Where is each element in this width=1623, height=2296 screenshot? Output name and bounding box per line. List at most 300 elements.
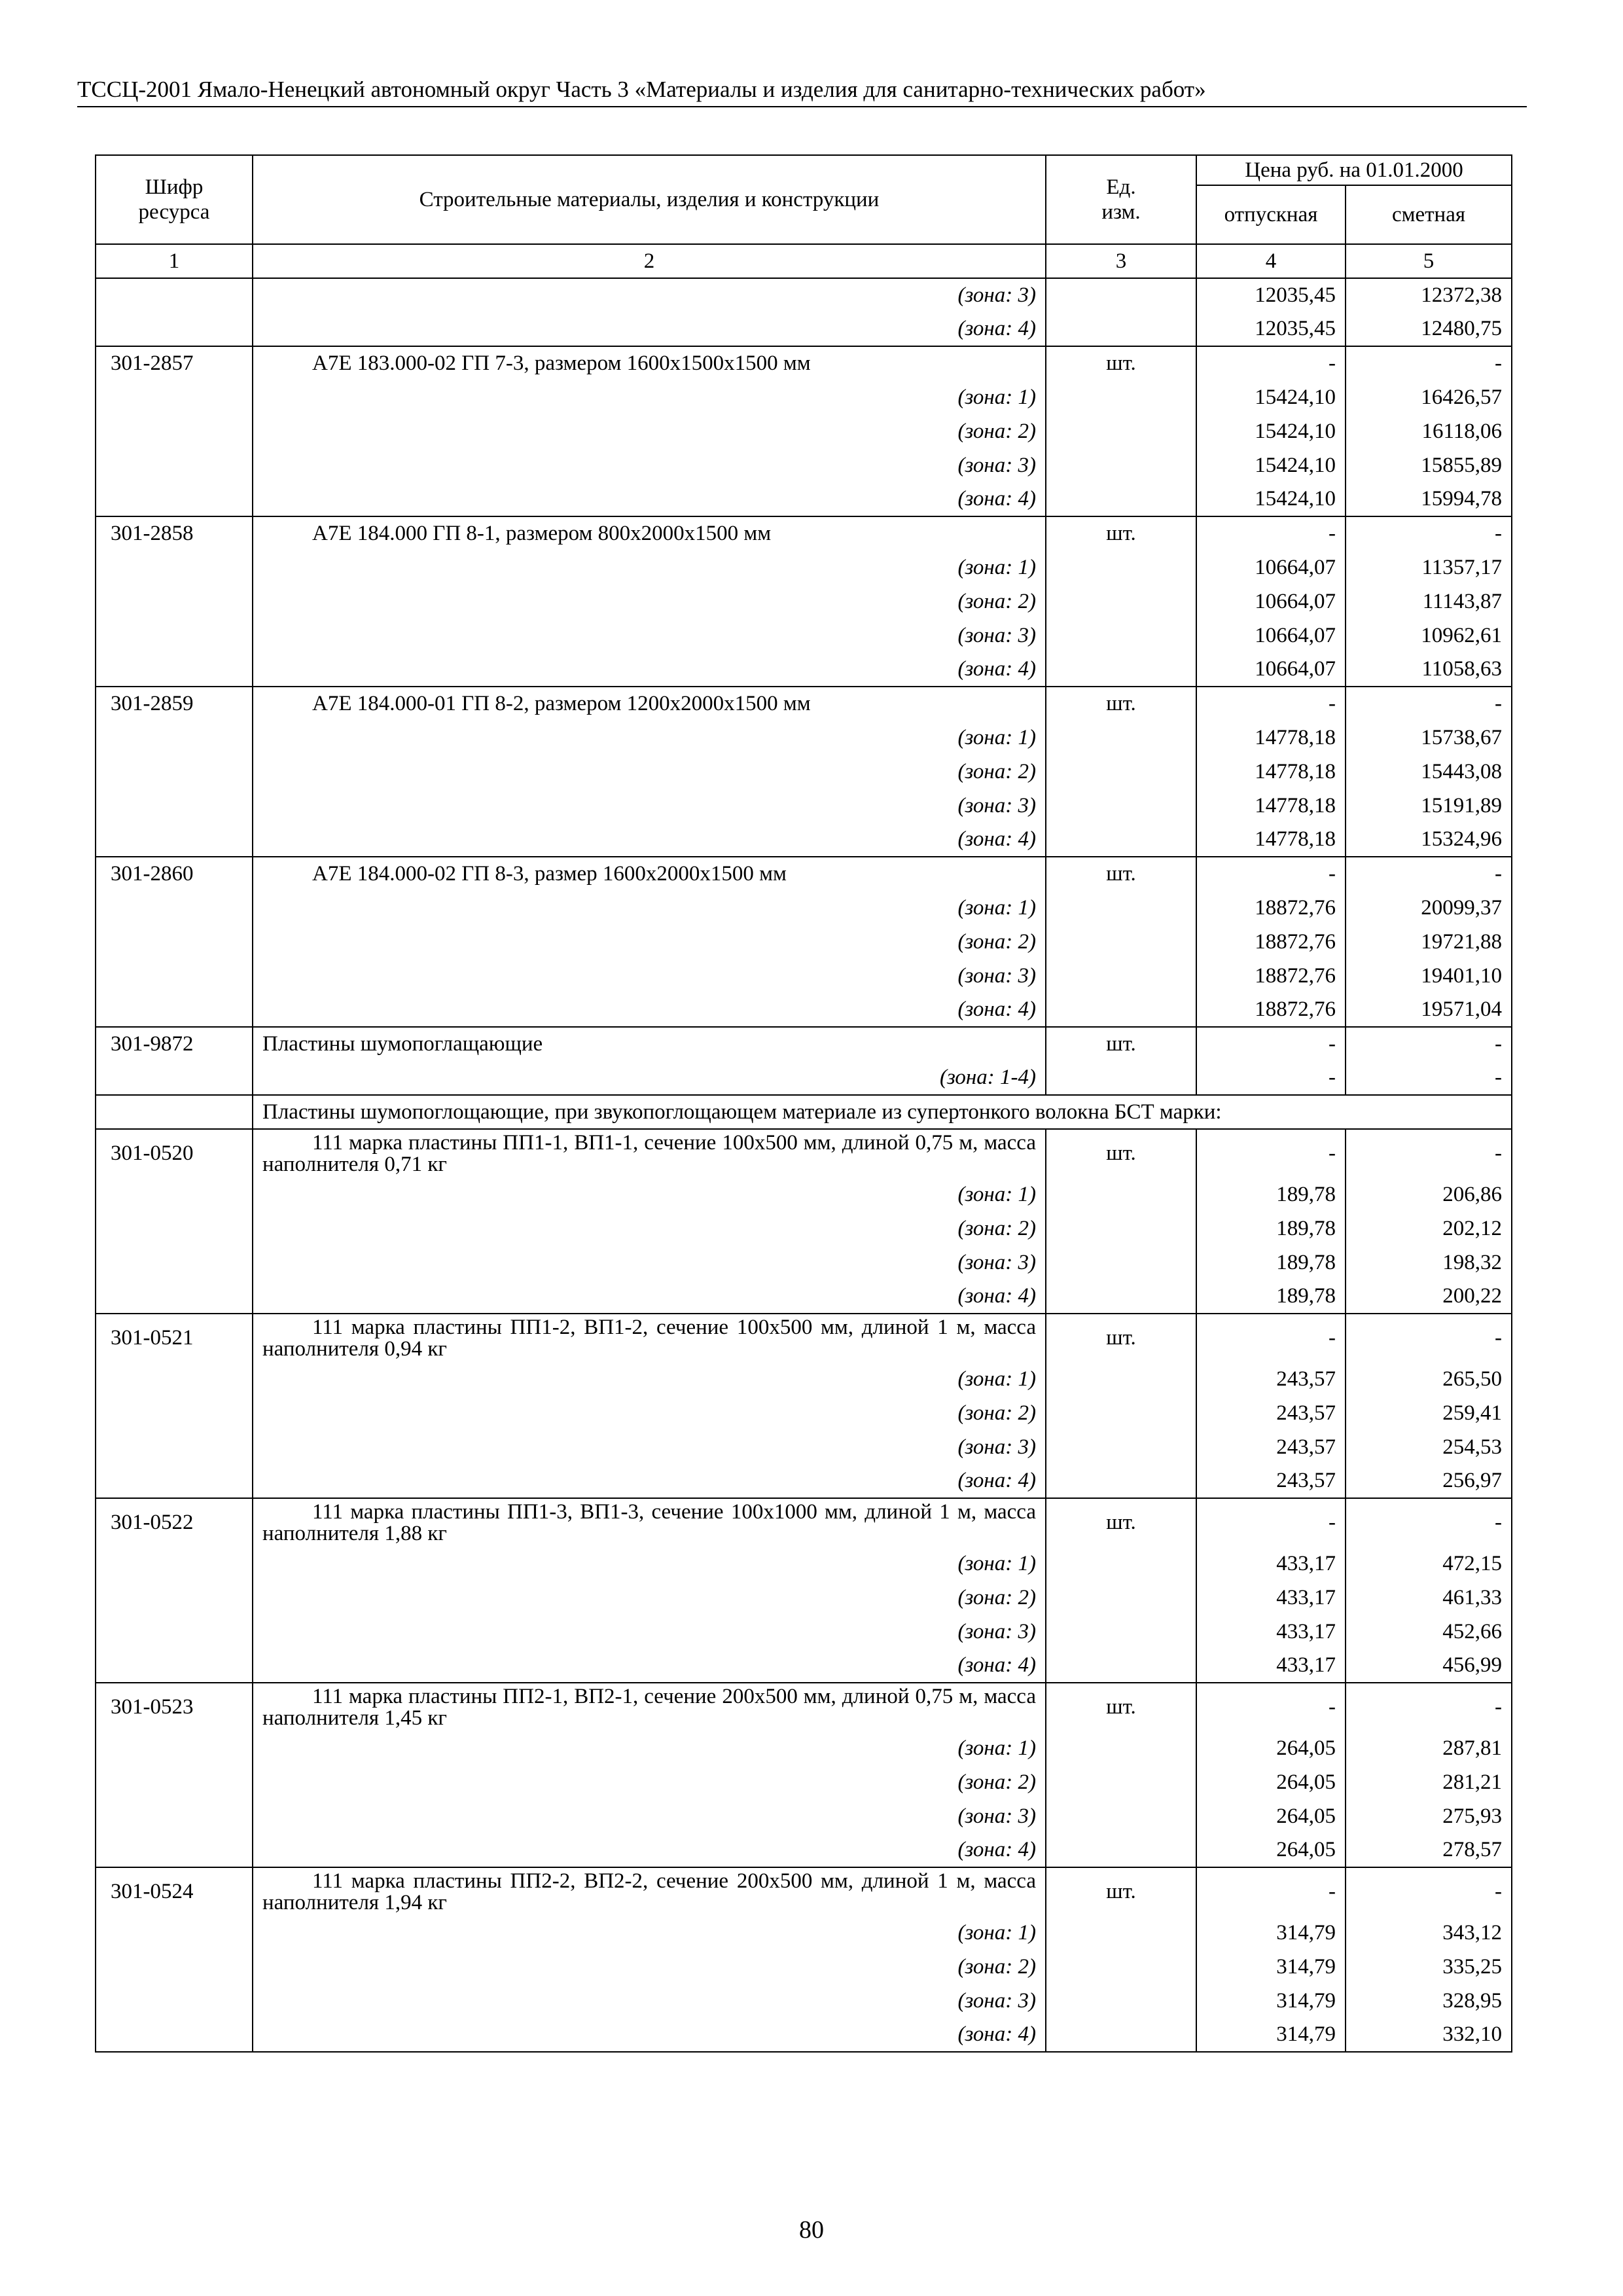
zone-label: (зона: 3) [253,1430,1046,1464]
zone-label: (зона: 2) [253,1581,1046,1615]
unit-cell [1046,482,1196,516]
unit-cell [1046,1649,1196,1683]
price-estimate-cell: - [1346,1498,1512,1547]
col-header-name: Строительные материалы, изделия и конструкции [253,155,1046,244]
price-estimate-cell: 11357,17 [1346,550,1512,584]
table-row [96,789,1512,823]
unit-cell [1046,1581,1196,1615]
table-row [96,1765,1512,1799]
resource-code [96,721,253,755]
unit-cell [1046,823,1196,857]
table-row [96,1615,1512,1649]
resource-code [96,1950,253,1984]
unit-cell [1046,1396,1196,1430]
unit-cell [1046,584,1196,619]
unit-cell [1046,1211,1196,1246]
resource-code [96,1362,253,1396]
resource-code [96,1396,253,1430]
resource-code [96,1211,253,1246]
zone-label: (зона: 1) [253,1177,1046,1211]
resource-code: 301-2857 [96,346,253,380]
price-estimate-cell: 343,12 [1346,1916,1512,1950]
table-row [96,1362,1512,1396]
unit-cell [1046,2018,1196,2052]
price-estimate-cell: - [1346,1061,1512,1095]
unit-cell [1046,1984,1196,2018]
unit-cell [1046,1731,1196,1765]
resource-code: 301-0523 [96,1683,253,1731]
col-header-price-group: Цена руб. на 01.01.2000 [1196,155,1512,185]
unit-cell [1046,1464,1196,1498]
price-estimate-cell: - [1346,1683,1512,1731]
unit-cell [1046,925,1196,959]
resource-code: 301-2858 [96,516,253,550]
price-release-cell: 15424,10 [1196,414,1346,448]
table-header [96,155,1512,278]
resource-code [96,380,253,414]
price-release-cell: 314,79 [1196,2018,1346,2052]
resource-code [96,1984,253,2018]
unit-cell: шт. [1046,1129,1196,1177]
price-release-cell: - [1196,1498,1346,1547]
zone-label: (зона: 4) [253,1833,1046,1867]
zone-label: (зона: 1) [253,1547,1046,1581]
table-row [96,1211,1512,1246]
price-release-cell: 264,05 [1196,1731,1346,1765]
unit-cell [1046,1177,1196,1211]
zone-label: (зона: 4) [253,823,1046,857]
table-row [96,414,1512,448]
table-row [96,1396,1512,1430]
table-row [96,1177,1512,1211]
price-release-cell: 433,17 [1196,1581,1346,1615]
unit-cell [1046,1547,1196,1581]
price-release-cell: 189,78 [1196,1177,1346,1211]
zone-label: (зона: 3) [253,278,1046,312]
price-release-cell: 14778,18 [1196,789,1346,823]
col-number-2: 2 [253,244,1046,278]
resource-code [96,1916,253,1950]
resource-code: 301-2859 [96,687,253,721]
unit-cell [1046,619,1196,653]
price-release-cell: 10664,07 [1196,653,1346,687]
price-release-cell: - [1196,516,1346,550]
price-release-cell: 18872,76 [1196,925,1346,959]
table-row [96,1027,1512,1061]
price-release-cell: 10664,07 [1196,550,1346,584]
header-rule [77,106,1527,107]
table-row [96,1246,1512,1280]
table-row [96,1867,1512,1916]
price-estimate-cell: 472,15 [1346,1547,1512,1581]
resource-code [96,278,253,312]
price-estimate-cell: - [1346,346,1512,380]
zone-label: (зона: 4) [253,1464,1046,1498]
resource-code [96,653,253,687]
price-estimate-cell: 16118,06 [1346,414,1512,448]
price-estimate-cell: 206,86 [1346,1177,1512,1211]
price-estimate-cell: 19571,04 [1346,993,1512,1027]
unit-cell [1046,550,1196,584]
resource-code [96,1581,253,1615]
price-estimate-cell: 10962,61 [1346,619,1512,653]
unit-cell: шт. [1046,1867,1196,1916]
price-estimate-cell: 12480,75 [1346,312,1512,346]
col-header-unit: Ед. изм. [1046,155,1196,244]
table-row [96,278,1512,312]
price-release-cell: 243,57 [1196,1430,1346,1464]
table-row [96,1280,1512,1314]
price-release-cell: 314,79 [1196,1984,1346,2018]
resource-code [96,1280,253,1314]
price-release-cell: 12035,45 [1196,278,1346,312]
price-estimate-cell: 11143,87 [1346,584,1512,619]
table-row [96,1950,1512,1984]
unit-cell [1046,1833,1196,1867]
price-release-cell: - [1196,1061,1346,1095]
price-release-cell: - [1196,1314,1346,1362]
price-estimate-cell: 281,21 [1346,1765,1512,1799]
resource-code [96,1430,253,1464]
table-row [96,448,1512,482]
unit-cell [1046,1615,1196,1649]
price-release-cell: 264,05 [1196,1799,1346,1833]
price-estimate-cell: 200,22 [1346,1280,1512,1314]
table-row [96,1547,1512,1581]
material-name: 111 марка пластины ПП2-1, ВП2-1, сечение 200х500 мм, длиной 0,75 м, масса наполнителя 1,45 кг [253,1683,1046,1731]
price-release-cell: 14778,18 [1196,721,1346,755]
price-estimate-cell: 265,50 [1346,1362,1512,1396]
price-estimate-cell: - [1346,687,1512,721]
unit-cell [1046,1916,1196,1950]
price-estimate-cell: 461,33 [1346,1581,1512,1615]
price-release-cell: 18872,76 [1196,959,1346,993]
price-estimate-cell: 456,99 [1346,1649,1512,1683]
resource-code [96,891,253,925]
price-release-cell: - [1196,1683,1346,1731]
table-row [96,1430,1512,1464]
price-release-cell: 189,78 [1196,1246,1346,1280]
unit-cell [1046,1280,1196,1314]
resource-code [96,993,253,1027]
resource-code [96,1464,253,1498]
price-release-cell: 15424,10 [1196,448,1346,482]
price-estimate-cell: 202,12 [1346,1211,1512,1246]
price-estimate-cell: - [1346,516,1512,550]
price-estimate-cell: - [1346,1314,1512,1362]
zone-label: (зона: 1) [253,380,1046,414]
resource-code [96,1833,253,1867]
zone-label: (зона: 3) [253,619,1046,653]
unit-cell [1046,1950,1196,1984]
price-estimate-cell: 15855,89 [1346,448,1512,482]
col-header-code: Шифр ресурса [96,155,253,244]
zone-label: (зона: 4) [253,653,1046,687]
resource-code [96,1547,253,1581]
unit-cell [1046,1362,1196,1396]
resource-code: 301-2860 [96,857,253,891]
price-estimate-cell: 287,81 [1346,1731,1512,1765]
price-estimate-cell: 12372,38 [1346,278,1512,312]
table-row [96,1683,1512,1731]
resource-code [96,755,253,789]
price-estimate-cell: 15443,08 [1346,755,1512,789]
price-estimate-cell: - [1346,1867,1512,1916]
table-row [96,925,1512,959]
resource-code [96,619,253,653]
price-release-cell: 18872,76 [1196,993,1346,1027]
table-row [96,857,1512,891]
table-row [96,584,1512,619]
price-release-cell: 18872,76 [1196,891,1346,925]
table-row [96,687,1512,721]
price-release-cell: - [1196,687,1346,721]
material-name: Пластины шумопоглащающие [253,1027,1046,1061]
unit-cell [1046,1765,1196,1799]
table-row [96,380,1512,414]
table-row [96,823,1512,857]
resource-code [96,823,253,857]
price-estimate-cell: 20099,37 [1346,891,1512,925]
price-estimate-cell: - [1346,1027,1512,1061]
price-release-cell: - [1196,1129,1346,1177]
resource-code [96,2018,253,2052]
price-release-cell: 314,79 [1196,1950,1346,1984]
price-release-cell: 433,17 [1196,1649,1346,1683]
resource-code [96,925,253,959]
resource-code [96,789,253,823]
price-release-cell: 433,17 [1196,1547,1346,1581]
unit-cell: шт. [1046,516,1196,550]
zone-label: (зона: 1) [253,1916,1046,1950]
table-row [96,1498,1512,1547]
table-row [96,550,1512,584]
table-row [96,619,1512,653]
resource-code [96,1177,253,1211]
price-estimate-cell: 198,32 [1346,1246,1512,1280]
price-release-cell: 243,57 [1196,1362,1346,1396]
unit-cell [1046,653,1196,687]
unit-cell: шт. [1046,687,1196,721]
unit-cell [1046,755,1196,789]
unit-cell [1046,278,1196,312]
table-row [96,312,1512,346]
zone-label: (зона: 2) [253,755,1046,789]
unit-cell [1046,448,1196,482]
unit-cell [1046,1246,1196,1280]
zone-label: (зона: 1) [253,1362,1046,1396]
zone-label: (зона: 2) [253,925,1046,959]
price-release-cell: 243,57 [1196,1396,1346,1430]
material-name: А7Е 183.000-02 ГП 7-3, размером 1600х1500х1500 мм [253,346,1046,380]
zone-label: (зона: 2) [253,1211,1046,1246]
price-release-cell: 14778,18 [1196,823,1346,857]
zone-label: (зона: 4) [253,2018,1046,2052]
page-number: 80 [799,2216,824,2244]
unit-cell [1046,380,1196,414]
price-estimate-cell: 15994,78 [1346,482,1512,516]
material-name: 111 марка пластины ПП1-3, ВП1-3, сечение 100х1000 мм, длиной 1 м, масса наполнителя 1,88 кг [253,1498,1046,1547]
zone-label: (зона: 4) [253,993,1046,1027]
price-estimate-cell: 19721,88 [1346,925,1512,959]
price-release-cell: 10664,07 [1196,619,1346,653]
zone-label: (зона: 2) [253,414,1046,448]
price-estimate-cell: 256,97 [1346,1464,1512,1498]
price-release-cell: 264,05 [1196,1765,1346,1799]
price-estimate-cell: - [1346,857,1512,891]
price-estimate-cell: 254,53 [1346,1430,1512,1464]
zone-label: (зона: 3) [253,959,1046,993]
table-body [96,278,1512,2052]
col-number-5: 5 [1346,244,1512,278]
table-section-row [96,1095,1512,1129]
zone-label: (зона: 3) [253,1984,1046,2018]
price-estimate-cell: 328,95 [1346,1984,1512,2018]
price-estimate-cell: 11058,63 [1346,653,1512,687]
price-release-cell: 243,57 [1196,1464,1346,1498]
table-row [96,1581,1512,1615]
resource-code: 301-0522 [96,1498,253,1547]
material-name: 111 марка пластины ПП1-2, ВП1-2, сечение 100х500 мм, длиной 1 м, масса наполнителя 0,94 кг [253,1314,1046,1362]
page-header-title: ТССЦ-2001 Ямало-Ненецкий автономный округ Часть 3 «Материалы и изделия для санитарно-технических работ» [77,77,1206,102]
zone-label: (зона: 4) [253,312,1046,346]
unit-cell [1046,1799,1196,1833]
unit-cell: шт. [1046,1027,1196,1061]
price-release-cell: 15424,10 [1196,482,1346,516]
price-release-cell: 12035,45 [1196,312,1346,346]
zone-label: (зона: 2) [253,584,1046,619]
price-table [95,154,1512,2053]
resource-code [96,1615,253,1649]
table-row [96,653,1512,687]
price-release-cell: - [1196,346,1346,380]
price-release-cell: - [1196,857,1346,891]
price-estimate-cell: 278,57 [1346,1833,1512,1867]
col-header-price-estimate: сметная [1346,185,1512,244]
resource-code [96,1799,253,1833]
price-estimate-cell: 452,66 [1346,1615,1512,1649]
resource-code [96,584,253,619]
material-name: А7Е 184.000-02 ГП 8-3, размер 1600х2000х1500 мм [253,857,1046,891]
table-row [96,1833,1512,1867]
price-estimate-cell: 332,10 [1346,2018,1512,2052]
zone-label: (зона: 1) [253,891,1046,925]
unit-cell: шт. [1046,1314,1196,1362]
unit-cell: шт. [1046,1683,1196,1731]
resource-code [96,1246,253,1280]
unit-cell [1046,1430,1196,1464]
table-row [96,1061,1512,1095]
material-name: 111 марка пластины ПП1-1, ВП1-1, сечение 100х500 мм, длиной 0,75 м, масса наполнителя 0,71 кг [253,1129,1046,1177]
resource-code [96,959,253,993]
price-estimate-cell: 15191,89 [1346,789,1512,823]
unit-cell [1046,312,1196,346]
resource-code [96,1731,253,1765]
zone-label: (зона: 2) [253,1765,1046,1799]
price-release-cell: 15424,10 [1196,380,1346,414]
table-row [96,1799,1512,1833]
resource-code: 301-0524 [96,1867,253,1916]
zone-label: (зона: 1) [253,721,1046,755]
price-release-cell: 10664,07 [1196,584,1346,619]
table-row [96,2018,1512,2052]
resource-code [96,482,253,516]
table-row [96,482,1512,516]
price-release-cell: 433,17 [1196,1615,1346,1649]
zone-label: (зона: 3) [253,789,1046,823]
material-name: А7Е 184.000 ГП 8-1, размером 800х2000х1500 мм [253,516,1046,550]
zone-label: (зона: 2) [253,1396,1046,1430]
resource-code: 301-0520 [96,1129,253,1177]
resource-code [96,1765,253,1799]
unit-cell [1046,721,1196,755]
price-estimate-cell: 335,25 [1346,1950,1512,1984]
unit-cell: шт. [1046,857,1196,891]
price-release-cell: 189,78 [1196,1280,1346,1314]
section-title: Пластины шумопоглощающие, при звукопоглощающем материале из супертонкого волокна БСТ марки: [253,1095,1512,1129]
price-estimate-cell: 19401,10 [1346,959,1512,993]
price-release-cell: 189,78 [1196,1211,1346,1246]
price-estimate-cell: - [1346,1129,1512,1177]
material-name: А7Е 184.000-01 ГП 8-2, размером 1200х2000х1500 мм [253,687,1046,721]
col-number-3: 3 [1046,244,1196,278]
material-name: 111 марка пластины ПП2-2, ВП2-2, сечение 200х500 мм, длиной 1 м, масса наполнителя 1,94 кг [253,1867,1046,1916]
table-row [96,993,1512,1027]
resource-code [96,1061,253,1095]
zone-label: (зона: 4) [253,482,1046,516]
table-row [96,755,1512,789]
resource-code [96,1649,253,1683]
table-row [96,1129,1512,1177]
price-estimate-cell: 16426,57 [1346,380,1512,414]
resource-code: 301-0521 [96,1314,253,1362]
price-release-cell: 314,79 [1196,1916,1346,1950]
table-row [96,1916,1512,1950]
unit-cell [1046,993,1196,1027]
price-release-cell: 14778,18 [1196,755,1346,789]
table-row [96,1731,1512,1765]
zone-label: (зона: 1-4) [253,1061,1046,1095]
price-release-cell: 264,05 [1196,1833,1346,1867]
zone-label: (зона: 3) [253,448,1046,482]
table-row [96,346,1512,380]
zone-label: (зона: 3) [253,1799,1046,1833]
resource-code [96,414,253,448]
table-row [96,1314,1512,1362]
zone-label: (зона: 4) [253,1280,1046,1314]
price-estimate-cell: 275,93 [1346,1799,1512,1833]
resource-code [96,312,253,346]
price-estimate-cell: 15324,96 [1346,823,1512,857]
table-row [96,721,1512,755]
table-row [96,516,1512,550]
zone-label: (зона: 2) [253,1950,1046,1984]
table-row [96,1984,1512,2018]
table-row [96,1464,1512,1498]
zone-label: (зона: 3) [253,1615,1046,1649]
unit-cell: шт. [1046,346,1196,380]
unit-cell: шт. [1046,1498,1196,1547]
price-estimate-cell: 259,41 [1346,1396,1512,1430]
col-number-1: 1 [96,244,253,278]
zone-label: (зона: 3) [253,1246,1046,1280]
unit-cell [1046,959,1196,993]
zone-label: (зона: 1) [253,1731,1046,1765]
unit-cell [1046,789,1196,823]
col-number-4: 4 [1196,244,1346,278]
price-estimate-cell: 15738,67 [1346,721,1512,755]
table-row [96,959,1512,993]
